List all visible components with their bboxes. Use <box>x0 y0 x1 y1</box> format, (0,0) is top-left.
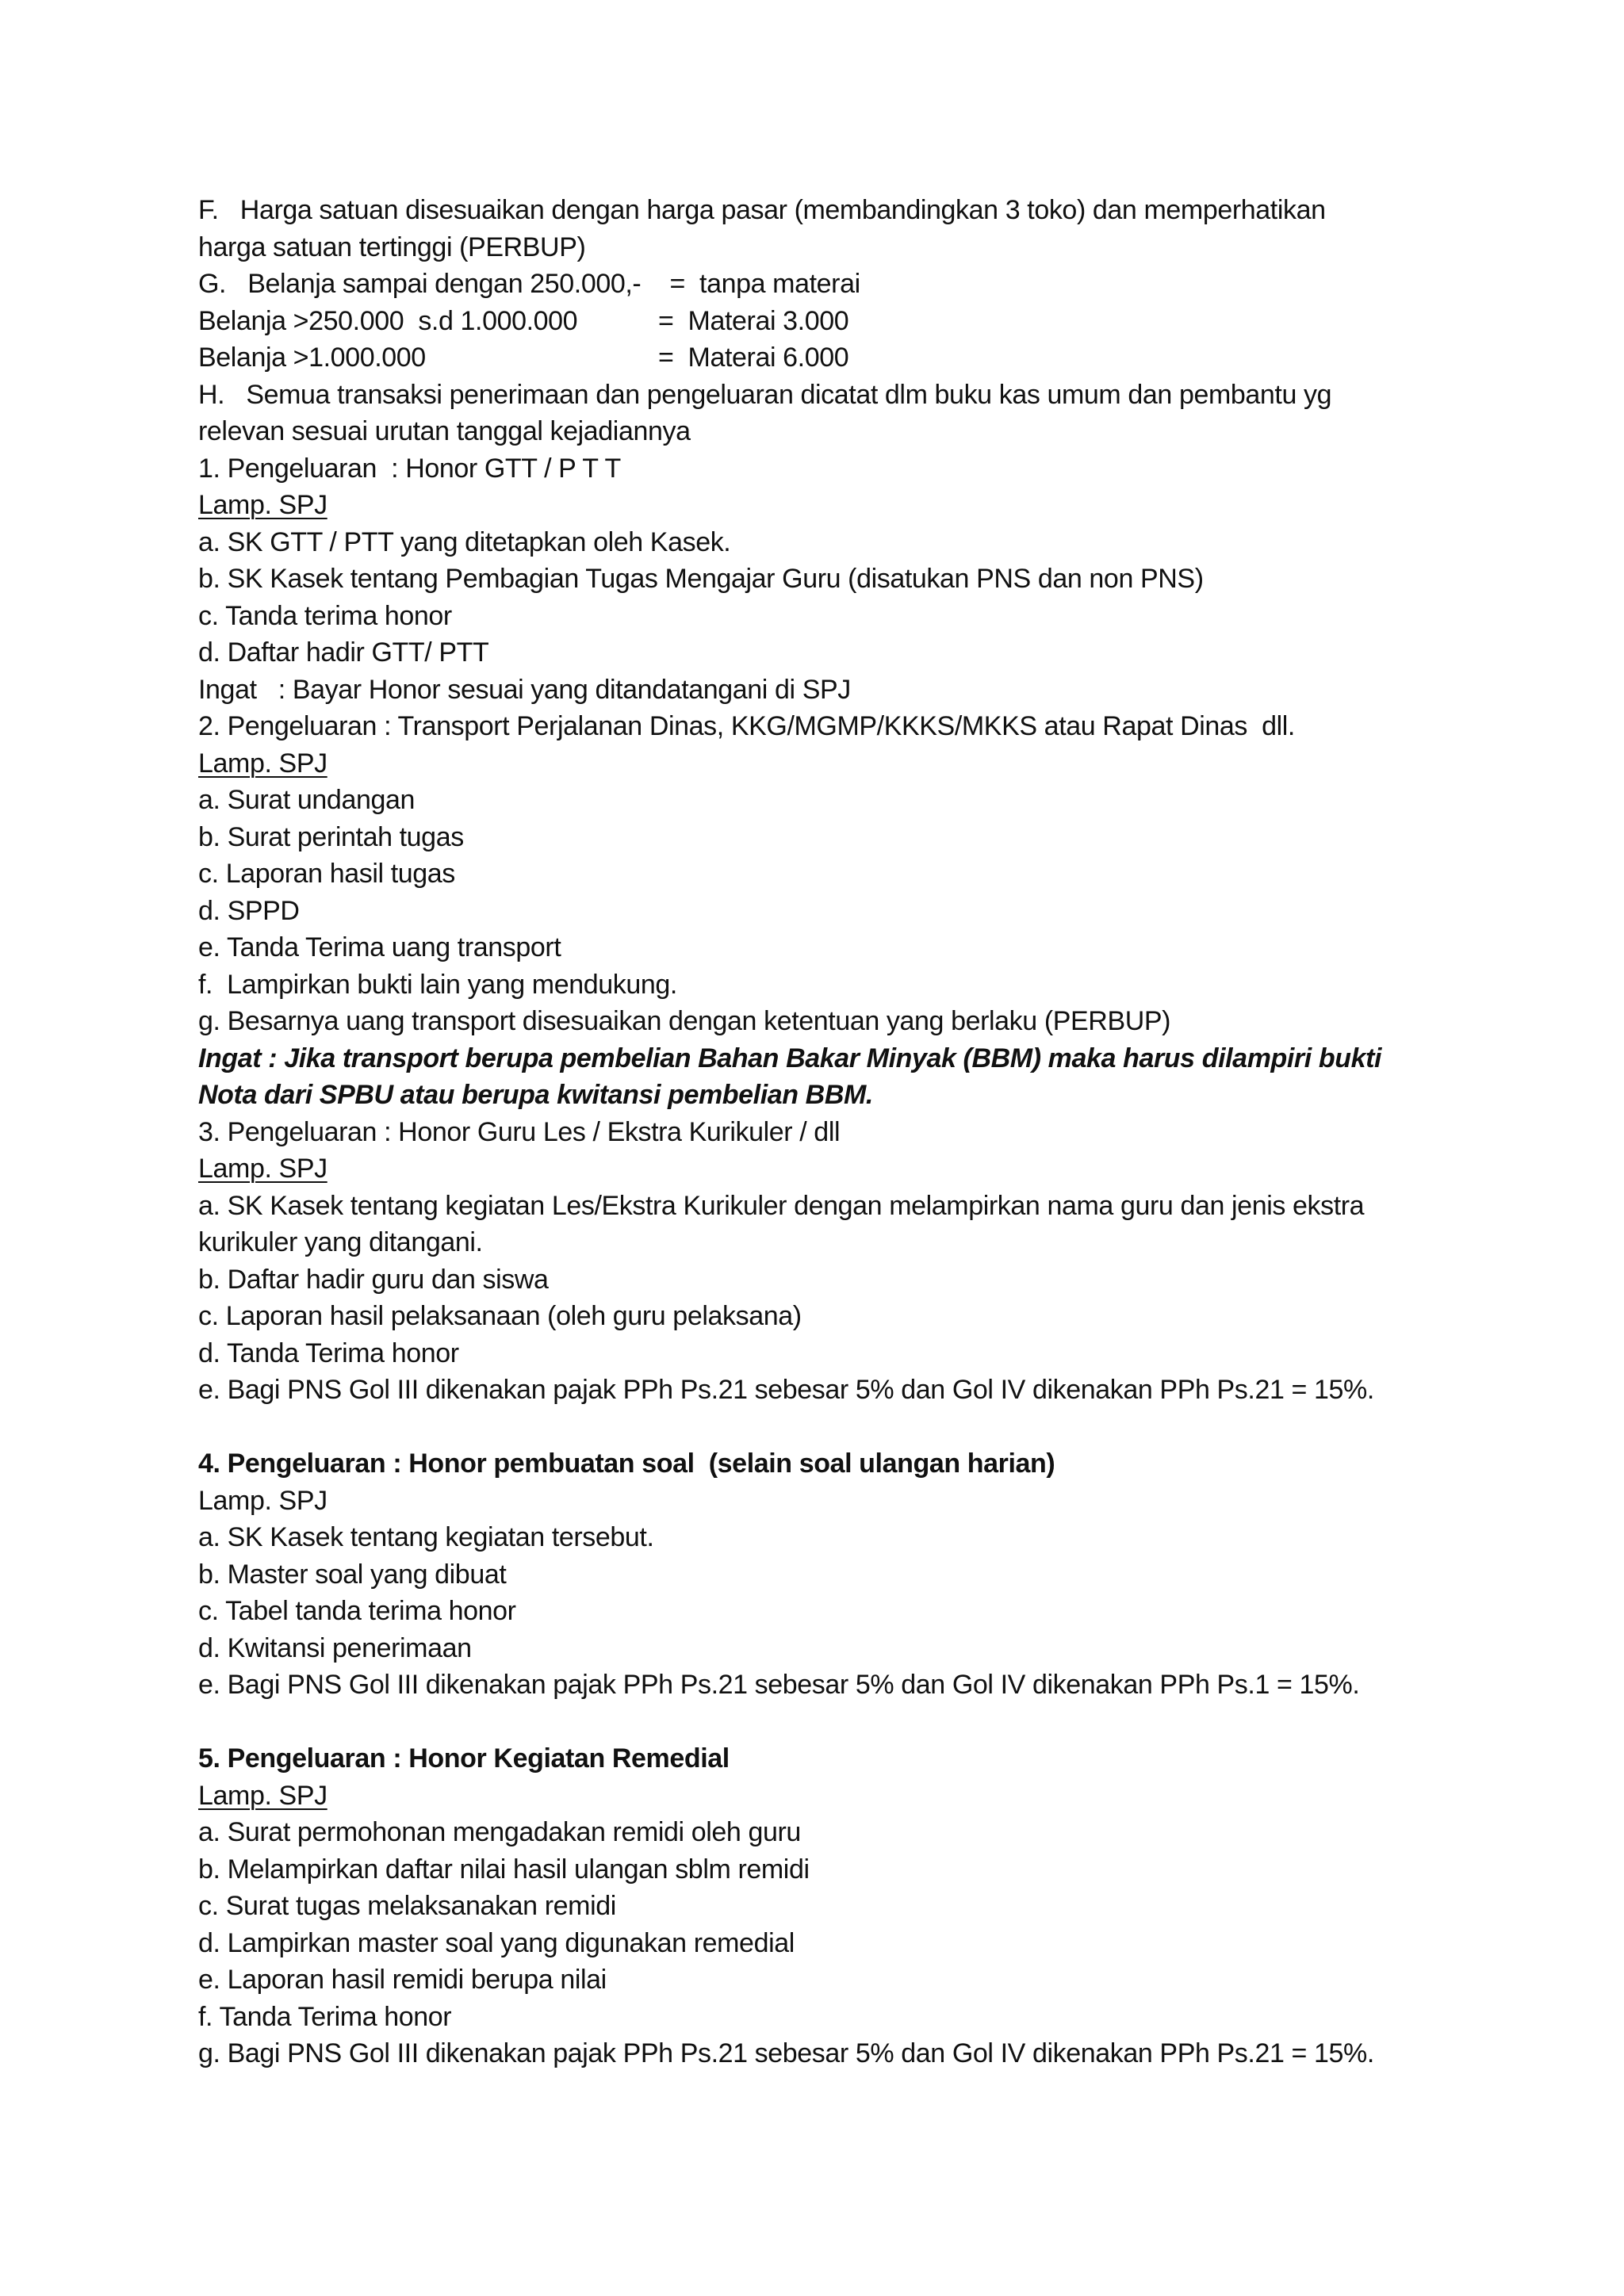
text-line <box>198 1040 1467 1077</box>
line-text: Lamp. SPJ <box>198 1485 327 1516</box>
line-text: e. Tanda Terima uang transport <box>198 932 561 962</box>
document-body <box>198 192 1467 2072</box>
text-line <box>198 1003 1467 1040</box>
text-line <box>198 2035 1467 2072</box>
line-text: f. Tanda Terima honor <box>198 2001 452 2032</box>
underlined-heading: Lamp. SPJ <box>198 490 327 520</box>
text-line-right: = Materai 6.000 <box>658 342 849 373</box>
line-text: g. Besarnya uang transport disesuaikan dengan ketentuan yang berlaku (PERBUP) <box>198 1006 1171 1036</box>
text-line <box>198 377 1467 414</box>
blank-line <box>198 1704 1467 1741</box>
line-text: relevan sesuai urutan tanggal kejadiannya <box>198 416 691 446</box>
line-text: e. Bagi PNS Gol III dikenakan pajak PPh Ps.21 sebesar 5% dan Gol IV dikenakan PPh Ps.1 = 15%. <box>198 1670 1360 1700</box>
text-line <box>198 1777 1467 1815</box>
line-text: b. Melampirkan daftar nilai hasil ulangan sblm remidi <box>198 1854 810 1885</box>
line-text: e. Laporan hasil remidi berupa nilai <box>198 1965 607 1995</box>
text-line <box>198 1114 1467 1151</box>
line-text: b. Daftar hadir guru dan siswa <box>198 1264 549 1295</box>
text-line-left: Belanja >250.000 s.d 1.000.000 <box>198 305 578 336</box>
line-text: c. Laporan hasil pelaksanaan (oleh guru pelaksana) <box>198 1301 802 1331</box>
line-text: a. SK Kasek tentang kegiatan tersebut. <box>198 1522 654 1552</box>
text-line <box>198 1851 1467 1888</box>
text-line <box>198 1224 1467 1261</box>
text-line <box>198 1372 1467 1409</box>
text-line <box>198 339 1467 377</box>
text-line <box>198 782 1467 819</box>
text-line <box>198 966 1467 1004</box>
text-line-right: = Materai 3.000 <box>658 305 849 336</box>
section-heading: 4. Pengeluaran : Honor pembuatan soal (selain soal ulangan harian) <box>198 1448 1055 1479</box>
text-line <box>198 745 1467 783</box>
line-text: c. Tabel tanda terima honor <box>198 1596 516 1626</box>
text-line <box>198 1999 1467 2036</box>
line-text: H. Semua transaksi penerimaan dan pengeluaran dicatat dlm buku kas umum dan pembantu yg <box>198 379 1332 410</box>
text-line <box>198 1925 1467 1962</box>
line-text: 3. Pengeluaran : Honor Guru Les / Ekstra Kurikuler / dll <box>198 1116 841 1147</box>
text-line <box>198 487 1467 524</box>
text-line <box>198 229 1467 266</box>
line-text: b. SK Kasek tentang Pembagian Tugas Mengajar Guru (disatukan PNS dan non PNS) <box>198 564 1204 594</box>
text-line <box>198 672 1467 709</box>
text-line <box>198 1667 1467 1704</box>
blank-line <box>198 1409 1467 1446</box>
text-line <box>198 708 1467 745</box>
text-line <box>198 1814 1467 1851</box>
text-line-left: Belanja >1.000.000 <box>198 342 426 373</box>
line-text: 2. Pengeluaran : Transport Perjalanan Dinas, KKG/MGMP/KKKS/MKKS atau Rapat Dinas dll. <box>198 711 1295 741</box>
line-text: e. Bagi PNS Gol III dikenakan pajak PPh Ps.21 sebesar 5% dan Gol IV dikenakan PPh Ps.21 = 15%. <box>198 1375 1374 1405</box>
line-text: c. Tanda terima honor <box>198 600 452 631</box>
text-line <box>198 1188 1467 1225</box>
line-text: Ingat : Bayar Honor sesuai yang ditandatangani di SPJ <box>198 674 851 705</box>
line-text: a. Surat undangan <box>198 785 415 815</box>
text-line <box>198 1445 1467 1483</box>
line-text: f. Lampirkan bukti lain yang mendukung. <box>198 969 677 1000</box>
text-line <box>198 855 1467 893</box>
line-text: kurikuler yang ditangani. <box>198 1227 483 1257</box>
text-line <box>198 893 1467 930</box>
line-text: d. Lampirkan master soal yang digunakan remedial <box>198 1927 795 1958</box>
line-text: c. Surat tugas melaksanakan remidi <box>198 1891 616 1921</box>
text-line <box>198 1556 1467 1594</box>
text-line <box>198 634 1467 672</box>
line-text: G. Belanja sampai dengan 250.000,- = tanpa materai <box>198 269 860 299</box>
line-text: d. Tanda Terima honor <box>198 1337 459 1368</box>
text-line <box>198 1261 1467 1299</box>
text-line <box>198 1740 1467 1777</box>
line-text: b. Master soal yang dibuat <box>198 1559 507 1590</box>
text-line <box>198 1483 1467 1520</box>
text-line <box>198 266 1467 303</box>
line-text: a. SK GTT / PTT yang ditetapkan oleh Kasek. <box>198 526 731 557</box>
text-line <box>198 1519 1467 1556</box>
line-text: a. Surat permohonan mengadakan remidi oleh guru <box>198 1817 801 1847</box>
section-heading: 5. Pengeluaran : Honor Kegiatan Remedial <box>198 1743 730 1774</box>
text-line <box>198 1077 1467 1114</box>
line-text: 1. Pengeluaran : Honor GTT / P T T <box>198 453 621 484</box>
text-line <box>198 1630 1467 1667</box>
line-text: d. SPPD <box>198 895 300 926</box>
line-text: d. Kwitansi penerimaan <box>198 1632 472 1663</box>
underlined-heading: Lamp. SPJ <box>198 1780 327 1811</box>
emphasis-note: Ingat : Jika transport berupa pembelian Bahan Bakar Minyak (BBM) maka harus dilampiri bukti <box>198 1043 1382 1073</box>
text-line <box>198 929 1467 966</box>
line-text: F. Harga satuan disesuaikan dengan harga pasar (membandingkan 3 toko) dan memperhatikan <box>198 195 1326 225</box>
text-line <box>198 450 1467 488</box>
line-text: b. Surat perintah tugas <box>198 821 464 852</box>
text-line <box>198 192 1467 229</box>
line-text: d. Daftar hadir GTT/ PTT <box>198 637 489 668</box>
text-line <box>198 1888 1467 1925</box>
line-text: a. SK Kasek tentang kegiatan Les/Ekstra Kurikuler dengan melampirkan nama guru dan jenis ekstra <box>198 1190 1365 1221</box>
text-line <box>198 561 1467 598</box>
text-line <box>198 303 1467 340</box>
emphasis-note: Nota dari SPBU atau berupa kwitansi pembelian BBM. <box>198 1080 873 1110</box>
underlined-heading: Lamp. SPJ <box>198 1154 327 1184</box>
text-line <box>198 819 1467 856</box>
text-line <box>198 1335 1467 1372</box>
text-line <box>198 1961 1467 1999</box>
line-text: c. Laporan hasil tugas <box>198 859 455 889</box>
text-line <box>198 1593 1467 1630</box>
underlined-heading: Lamp. SPJ <box>198 748 327 779</box>
text-line <box>198 413 1467 450</box>
line-text: harga satuan tertinggi (PERBUP) <box>198 232 586 262</box>
text-line <box>198 598 1467 635</box>
text-line <box>198 1150 1467 1188</box>
line-text: g. Bagi PNS Gol III dikenakan pajak PPh Ps.21 sebesar 5% dan Gol IV dikenakan PPh Ps.21 = 15%. <box>198 2038 1374 2068</box>
text-line <box>198 524 1467 561</box>
text-line <box>198 1298 1467 1335</box>
